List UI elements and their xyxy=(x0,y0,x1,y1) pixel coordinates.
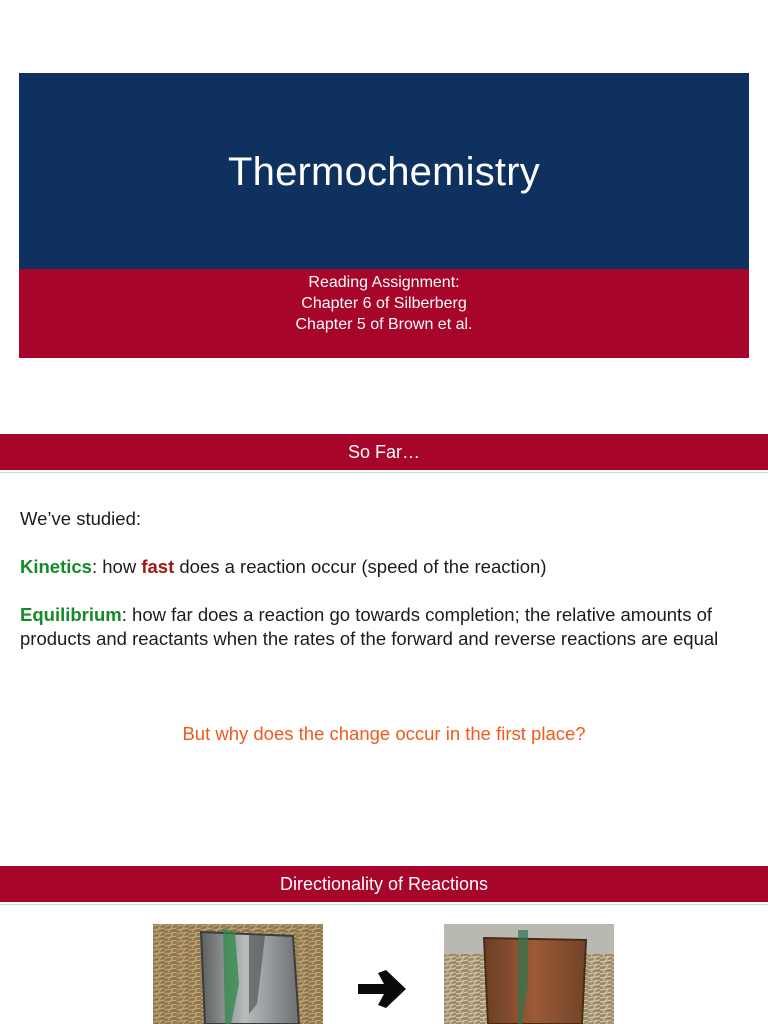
section-header-directionality xyxy=(0,866,768,902)
kinetics-definition xyxy=(20,555,740,579)
equilibrium-definition xyxy=(20,603,740,651)
kinetics-text-post: does a reaction occur (speed of the reaction) xyxy=(174,556,547,577)
reading-assignment-heading: Reading Assignment: xyxy=(308,274,460,291)
equilibrium-text: : how far does a reaction go towards completion; the relative amounts of products and reactants when the rates of the forward and reverse reactions are equal xyxy=(20,604,719,649)
shiny-shovel-photo xyxy=(153,924,323,1024)
section-header-so-far xyxy=(0,434,768,470)
section-header-label: So Far… xyxy=(347,441,421,462)
slide-title: Thermochemistry xyxy=(228,149,540,194)
intro-text: We’ve studied: xyxy=(20,508,141,529)
equilibrium-term: Equilibrium xyxy=(20,604,122,625)
right-arrow-icon xyxy=(356,966,408,1012)
section-header-label: Directionality of Reactions xyxy=(279,873,489,894)
kinetics-term: Kinetics xyxy=(20,556,92,577)
kinetics-text-pre: : how xyxy=(91,556,142,577)
section-divider xyxy=(0,472,768,473)
reading-assignment-panel xyxy=(19,269,749,358)
title-banner xyxy=(19,73,749,269)
driving-question: But why does the change occur in the first place? xyxy=(182,723,586,744)
kinetics-emphasis: fast xyxy=(141,556,175,577)
rusted-shovel-photo xyxy=(444,924,614,1024)
reading-assignment-line: Chapter 6 of Silberberg xyxy=(301,295,467,312)
section-divider xyxy=(0,904,768,905)
reading-assignment-line: Chapter 5 of Brown et al. xyxy=(295,316,473,333)
